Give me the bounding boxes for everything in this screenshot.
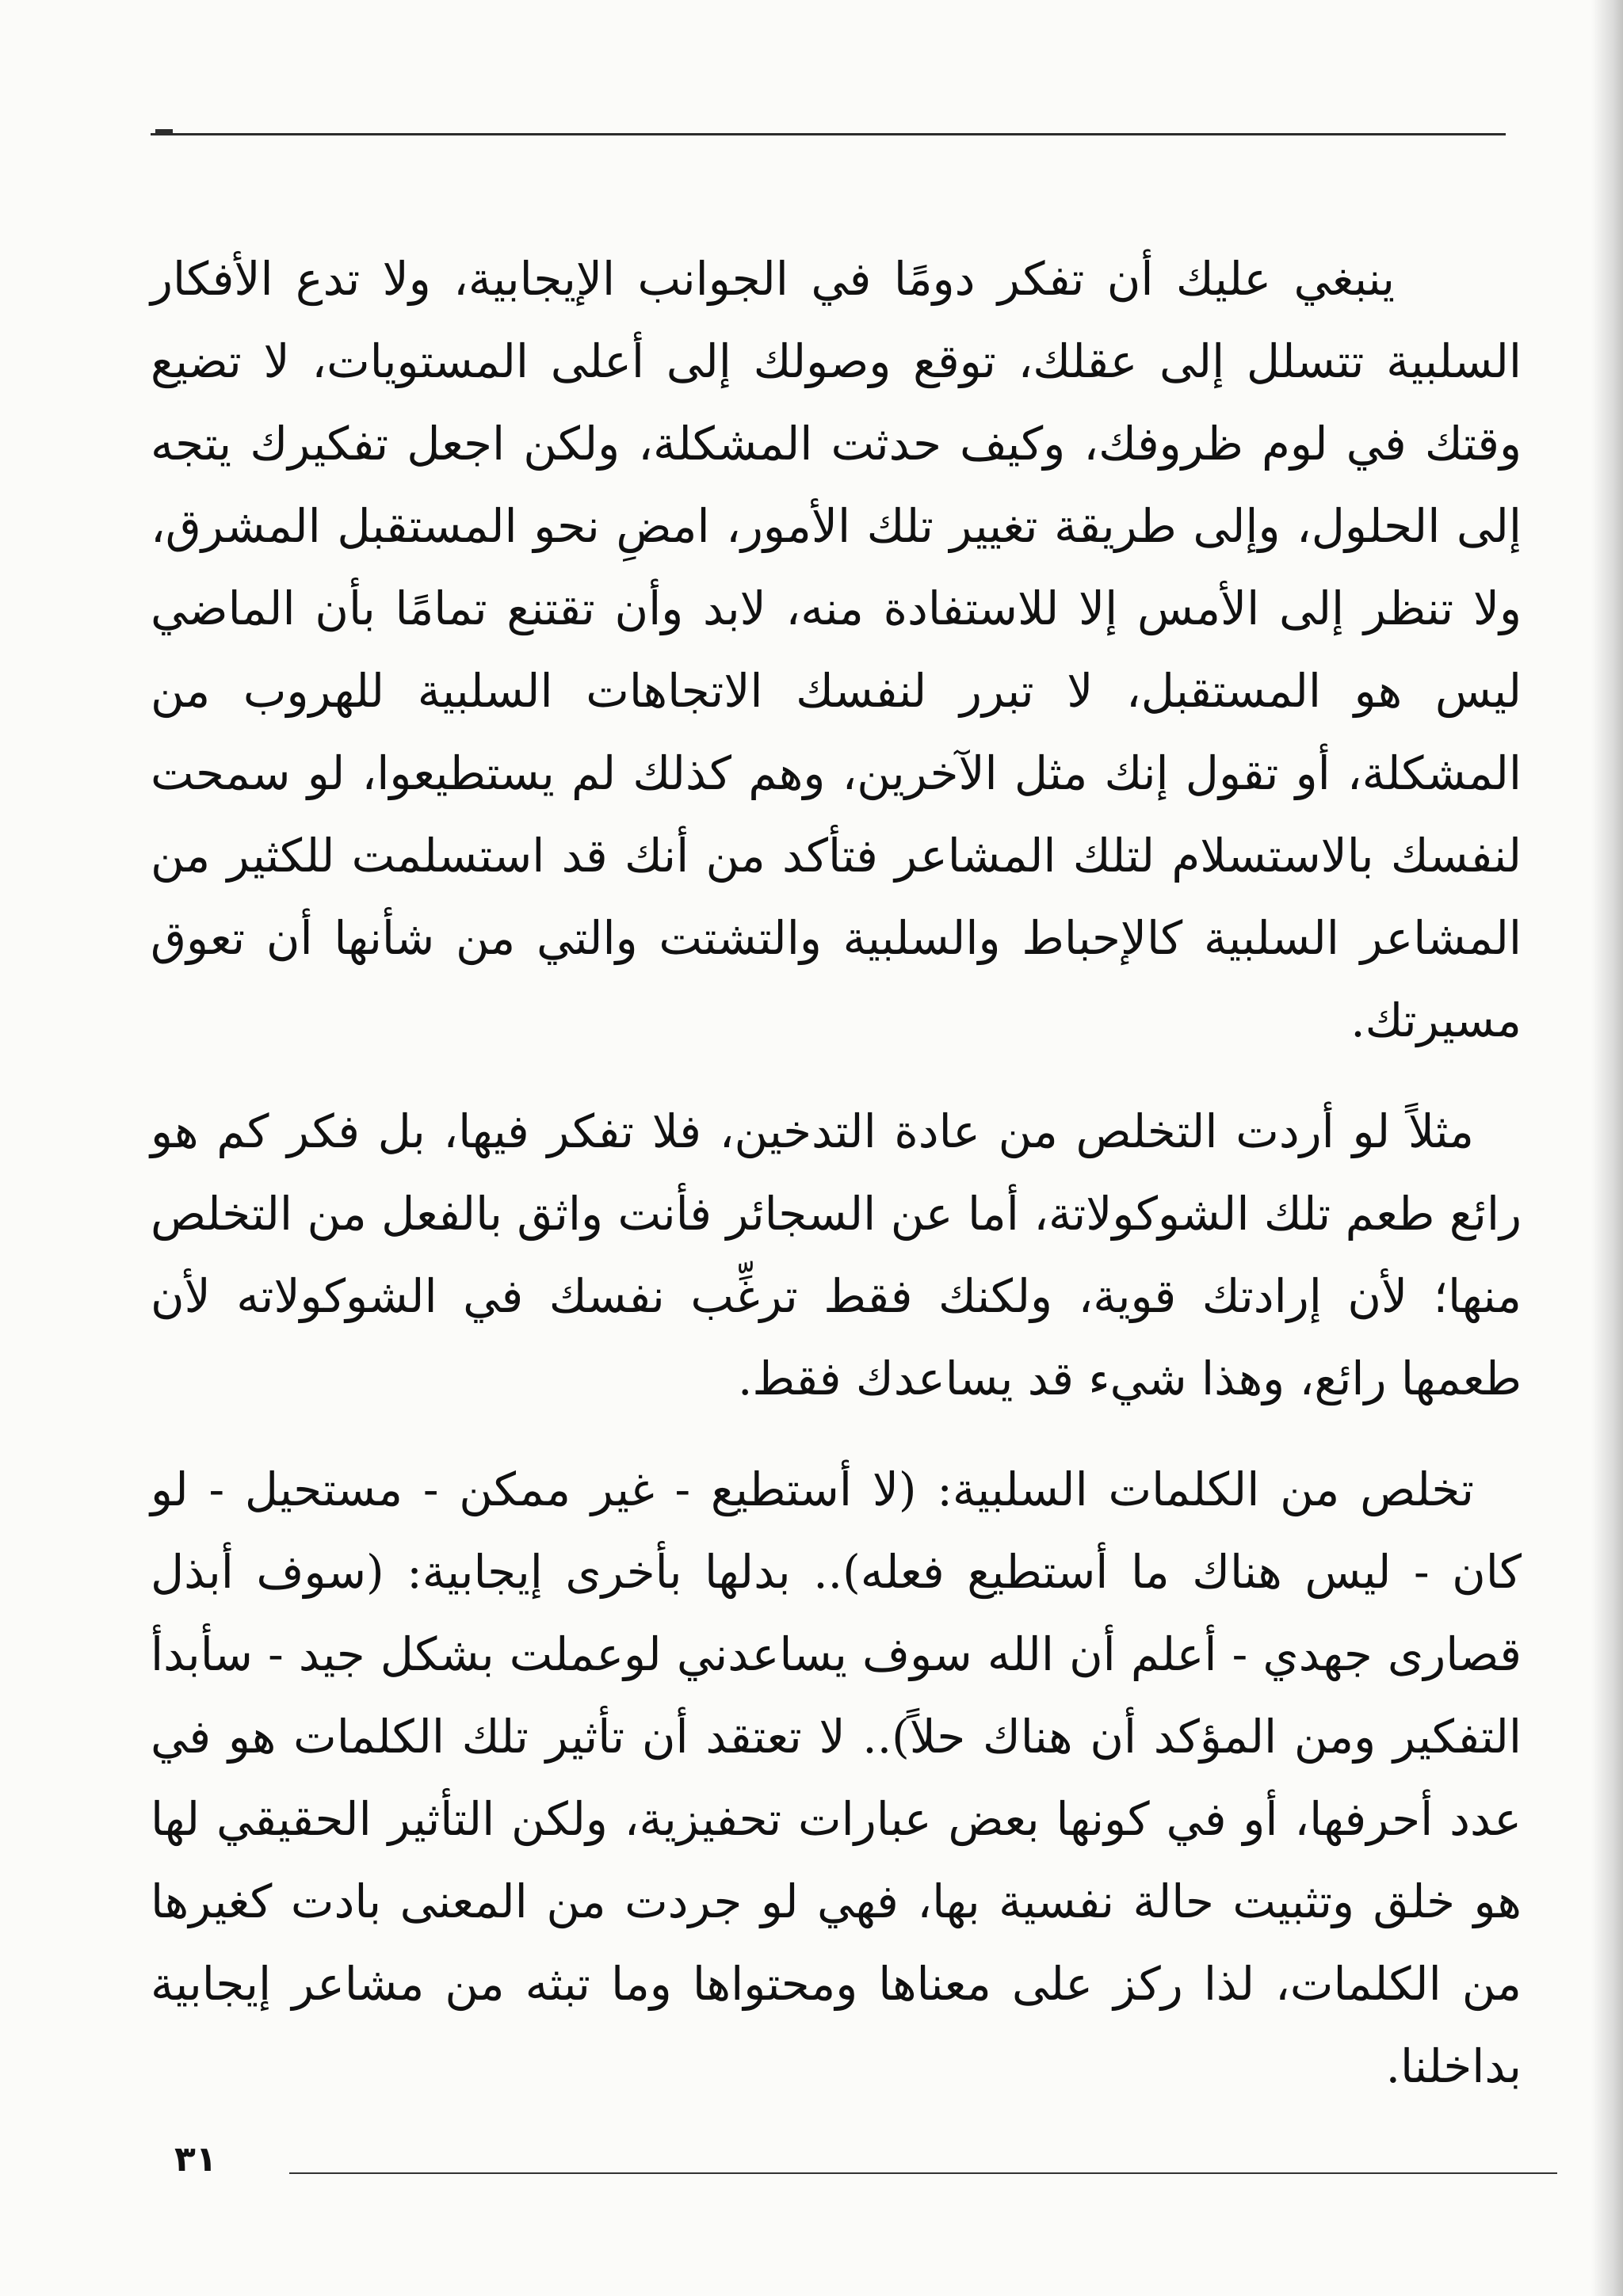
spine-shadow xyxy=(1591,0,1623,2296)
paragraph-positive-thinking: ينبغي عليك أن تفكر دومًا في الجوانب الإيجابية، ولا تدع الأفكار السلبية تتسلل إلى عقلك، توقع وصولك إلى أعلى المستويات، لا تضيع وقتك في لوم ظروفك، وكيف حدثت المشكلة، ولكن اجعل تفكيرك يتجه إلى الحلول، وإلى طريقة تغيير تلك الأمور، امضِ نحو المستقبل المشرق، ولا تنظر إلى الأمس إلا للاستفادة منه، لابد وأن تقتنع تمامًا بأن الماضي ليس هو المستقبل، لا تبرر لنفسك الاتجاهات السلبية للهروب من المشكلة، أو تقول إنك مثل الآخرين، وهم كذلك لم يستطيعوا، لو سمحت لنفسك بالاستسلام لتلك المشاعر فتأكد من أنك قد استسلمت للكثير من المشاعر السلبية كالإحباط والسلبية والتشتت والتي من شأنها أن تعوق مسيرتك. xyxy=(151,252,1522,1047)
header-mark xyxy=(155,129,173,134)
body-text xyxy=(151,238,1522,2136)
page-number: ٣١ xyxy=(174,2139,217,2180)
header-rule xyxy=(151,133,1506,135)
footer-rule xyxy=(289,2172,1557,2174)
paragraph-smoking-example: مثلاً لو أردت التخلص من عادة التدخين، فلا تفكر فيها، بل فكر كم هو رائع طعم تلك الشوكولاتة، أما عن السجائر فأنت واثق بالفعل من التخلص منها؛ لأن إرادتك قوية، ولكنك فقط ترغِّب نفسك في الشوكولاته لأن طعمها رائع، وهذا شيء قد يساعدك فقط. xyxy=(151,1104,1522,1405)
paragraph-negative-words: تخلص من الكلمات السلبية: (لا أستطيع - غير ممكن - مستحيل - لو كان - ليس هناك ما أستطيع فعله).. بدلها بأخرى إيجابية: (سوف أبذل قصارى جهدي - أعلم أن الله سوف يساعدني لوعملت بشكل جيد - سأبدأ التفكير ومن المؤكد أن هناك حلاً).. لا تعتقد أن تأثير تلك الكلمات هو في عدد أحرفها، أو في كونها بعض عبارات تحفيزية، ولكن التأثير الحقيقي لها هو خلق وتثبيت حالة نفسية بها، فهي لو جردت من المعنى بادت كغيرها من الكلمات، لذا ركز على معناها ومحتواها وما تبثه من مشاعر إيجابية بداخلنا. xyxy=(151,1463,1522,2093)
